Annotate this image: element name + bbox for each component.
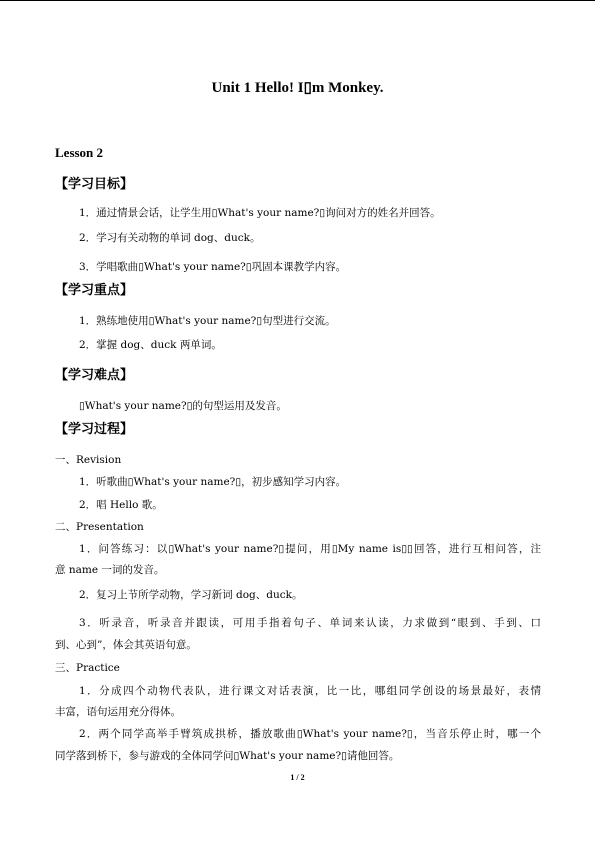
revision-item-2: 2．唱 Hello 歌。 bbox=[79, 499, 163, 511]
subsection-label-revision: 一、Revision bbox=[55, 454, 122, 466]
presentation-item-1-line-2: 意 name 一词的发音。 bbox=[55, 564, 165, 576]
goal-item-2: 2．学习有关动物的单词 dog、duck。 bbox=[79, 232, 261, 244]
practice-item-2-line-1: 2．两个同学高举手臂筑成拱桥，播放歌曲▯What's your name?▯，当音乐停止时，哪一个 bbox=[79, 728, 541, 740]
lesson-label: Lesson 2 bbox=[55, 145, 104, 160]
subsection-label-practice: 三、Practice bbox=[55, 662, 120, 674]
header-rule bbox=[0, 0, 595, 1]
goal-item-3: 3．学唱歌曲▯What's your name?▯巩固本课教学内容。 bbox=[79, 261, 347, 273]
presentation-item-2: 2．复习上节所学动物，学习新词 dog、duck。 bbox=[79, 589, 303, 601]
subsection-label-presentation: 二、Presentation bbox=[55, 521, 144, 533]
revision-item-1: 1．听歌曲▯What's your name?▯，初步感知学习内容。 bbox=[79, 476, 347, 488]
difficulty-item-1: ▯What's your name?▯的句型运用及发音。 bbox=[79, 400, 287, 412]
section-heading-process: 【学习过程】 bbox=[55, 422, 134, 437]
section-heading-goals: 【学习目标】 bbox=[55, 177, 134, 192]
presentation-item-1-line-1: 1．问答练习：以▯What's your name?▯提问，用▯My name is▯▯回答，进行互相问答，注 bbox=[79, 543, 541, 555]
goal-item-1: 1．通过情景会话，让学生用▯What's your name?▯询问对方的姓名并回答。 bbox=[79, 207, 441, 219]
presentation-item-3-line-1: 3．听录音，听录音并跟读，可用手指着句子、单词来认读，力求做到“眼到、手到、口 bbox=[79, 617, 541, 629]
section-heading-difficulties: 【学习难点】 bbox=[55, 368, 134, 383]
page-title: Unit 1 Hello! I▯m Monkey. bbox=[211, 80, 384, 96]
practice-item-1-line-1: 1．分成四个动物代表队，进行课文对话表演，比一比，哪组同学创设的场景最好，表情 bbox=[79, 685, 541, 697]
practice-item-2-line-2: 同学落到桥下，参与游戏的全体同学问▯What's your name?▯请他回答。 bbox=[55, 750, 400, 762]
key-point-item-1: 1．熟练地使用▯What's your name?▯句型进行交流。 bbox=[79, 315, 336, 327]
practice-item-1-line-2: 丰富，语句运用充分得体。 bbox=[55, 706, 181, 718]
page-number: 1 / 2 bbox=[290, 773, 305, 782]
key-point-item-2: 2．掌握 dog、duck 两单词。 bbox=[79, 339, 222, 351]
presentation-item-3-line-2: 到、心到”，体会其英语句意。 bbox=[55, 639, 197, 651]
section-heading-key-points: 【学习重点】 bbox=[55, 283, 134, 298]
